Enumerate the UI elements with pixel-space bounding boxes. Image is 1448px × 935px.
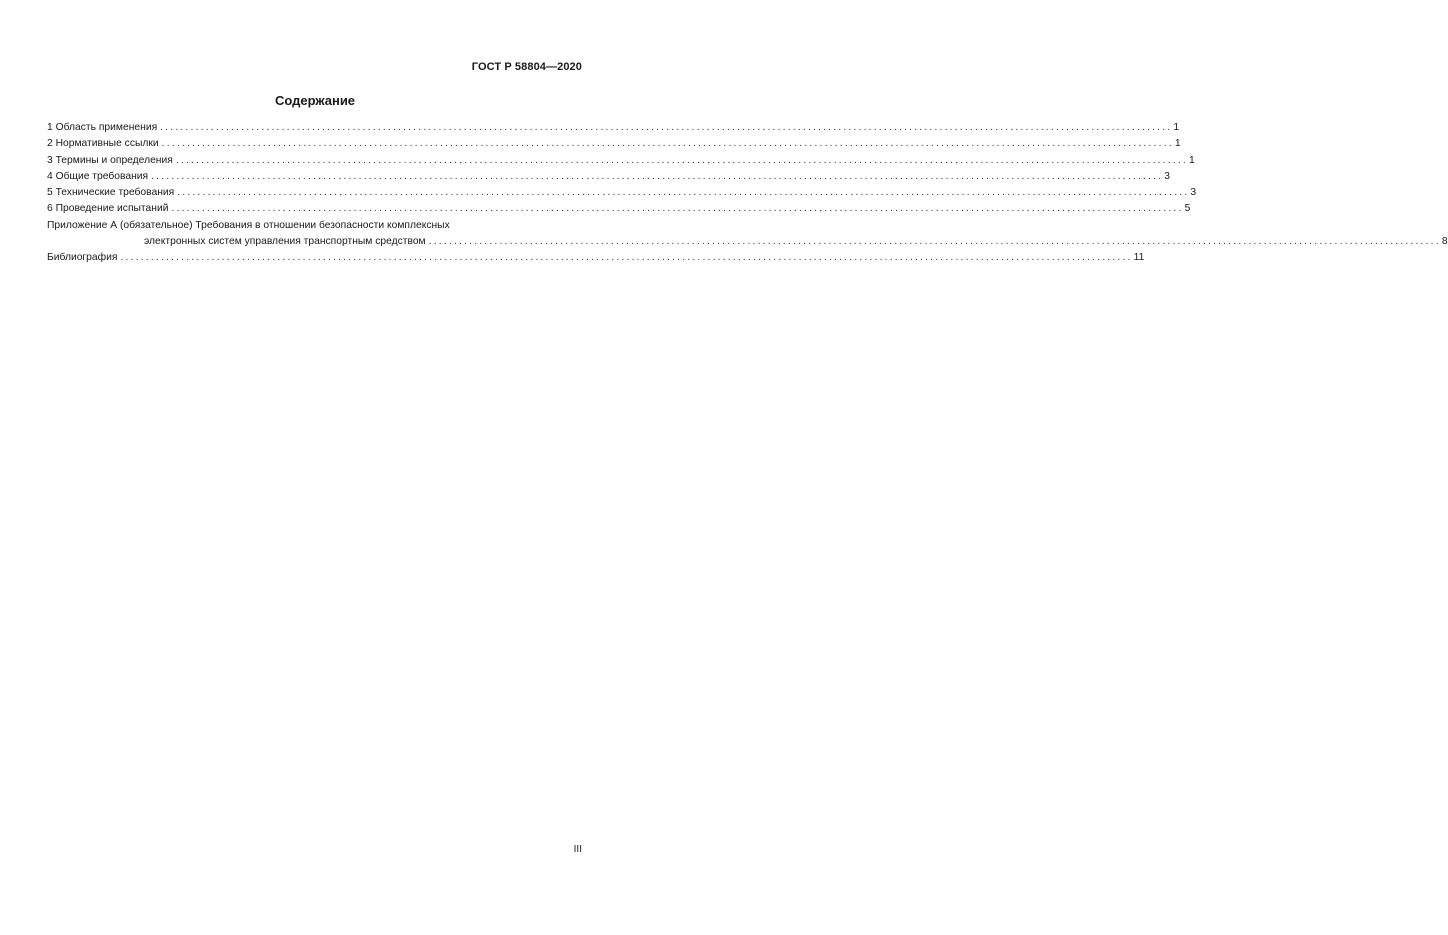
toc-entry-label: 2 Нормативные ссылки bbox=[47, 138, 159, 150]
toc-entry-scope[interactable] bbox=[47, 120, 1180, 136]
toc-entry-label: 4 Общие требования bbox=[47, 170, 149, 182]
toc-entry-technical-requirements[interactable] bbox=[47, 185, 1197, 201]
dot-leader: ........................................................................................................................................................................................................ bbox=[151, 170, 1164, 182]
toc-entry-page: 11 bbox=[1133, 252, 1145, 264]
toc-entry-label: электронных систем управления транспортным средством bbox=[144, 236, 426, 248]
page-number: III bbox=[573, 844, 582, 855]
toc-entry-page: 1 bbox=[1174, 138, 1181, 150]
table-of-contents bbox=[47, 120, 1448, 267]
dot-leader: ........................................................................................................................................................................................................ bbox=[160, 122, 1173, 133]
toc-entry-general-requirements[interactable] bbox=[47, 169, 1170, 185]
toc-entry-normative-references[interactable] bbox=[47, 136, 1181, 152]
toc-entry-label: 3 Термины и определения bbox=[47, 154, 173, 166]
toc-entry-bibliography[interactable] bbox=[47, 250, 1145, 266]
toc-entry-testing[interactable] bbox=[47, 201, 1191, 217]
toc-title: Содержание bbox=[274, 93, 356, 108]
dot-leader: ........................................................................................................................................................................................................ bbox=[428, 236, 1441, 248]
toc-entry-label: 5 Технические требования bbox=[47, 187, 175, 199]
toc-entry-label: 6 Проведение испытаний bbox=[47, 203, 169, 215]
toc-entry-page: 1 bbox=[1173, 122, 1180, 133]
dot-leader: ........................................................................................................................................................................................................ bbox=[171, 203, 1184, 215]
toc-entry-terms-definitions[interactable] bbox=[47, 153, 1195, 169]
standard-code-header: ГОСТ Р 58804—2020 bbox=[471, 61, 582, 73]
toc-entry-label: Библиография bbox=[47, 252, 118, 264]
toc-entry-label: 1 Область применения bbox=[47, 122, 158, 133]
dot-leader: ........................................................................................................................................................................................................ bbox=[177, 187, 1190, 199]
toc-entry-appendix-a[interactable] bbox=[47, 234, 1448, 250]
toc-entry-page: 5 bbox=[1184, 203, 1191, 215]
dot-leader: ........................................................................................................................................................................................................ bbox=[161, 138, 1174, 150]
toc-entry-page: 1 bbox=[1189, 154, 1195, 166]
dot-leader: ........................................................................................................................................................................................................ bbox=[120, 252, 1133, 264]
dot-leader: ........................................................................................................................................................................................................ bbox=[175, 154, 1188, 166]
toc-entry-page: 3 bbox=[1190, 187, 1197, 199]
toc-entry-page: 8 bbox=[1441, 236, 1448, 248]
toc-entry-page: 3 bbox=[1164, 170, 1170, 182]
toc-appendix-line1[interactable]: Приложение А (обязательное) Требования в отношении безопасности комплексных bbox=[47, 219, 450, 231]
